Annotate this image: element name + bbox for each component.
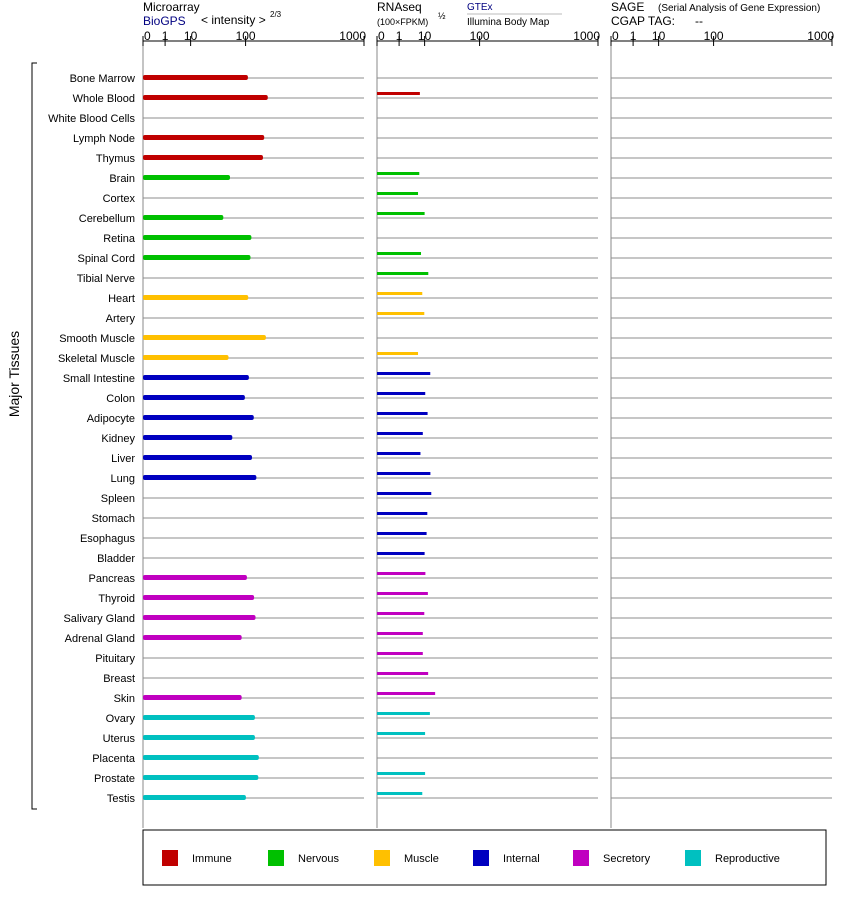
tissue-label: Artery	[105, 313, 135, 325]
rnaseq-bar	[377, 732, 425, 735]
tissue-label: Cortex	[102, 193, 135, 205]
rnaseq-bar	[377, 532, 427, 535]
legend-label: Muscle	[404, 853, 439, 865]
microarray-title: Microarray	[143, 0, 200, 14]
tissue-label: Skeletal Muscle	[57, 353, 135, 365]
rnaseq-tick-label: 100	[469, 29, 490, 43]
microarray-bar	[143, 615, 256, 620]
rnaseq-bar	[377, 352, 418, 355]
tissue-label: Thyroid	[98, 593, 135, 605]
rnaseq-tick-label: 1000	[573, 29, 600, 43]
tissue-label: Liver	[111, 453, 135, 465]
rnaseq-bar	[377, 192, 418, 195]
legend-label: Nervous	[298, 853, 339, 865]
rnaseq-bar	[377, 612, 424, 615]
rnaseq-tick-label: 1	[395, 29, 403, 43]
tissue-label: Heart	[108, 293, 135, 305]
legend-label: Immune	[192, 853, 232, 865]
tissue-label: Small Intestine	[62, 373, 135, 385]
tissue-label: Pituitary	[95, 653, 135, 665]
sage-tick-label: 1000	[807, 29, 834, 43]
tissue-label: Thymus	[95, 153, 135, 165]
microarray-bar	[143, 635, 242, 640]
microarray-bar	[143, 415, 254, 420]
rnaseq-bar	[377, 712, 430, 715]
rnaseq-bar	[377, 472, 430, 475]
microarray-bar	[143, 335, 266, 340]
gtex-link[interactable]: GTEx	[467, 2, 493, 13]
microarray-bar	[143, 375, 249, 380]
microarray-scale-label: < intensity >	[201, 13, 266, 27]
rnaseq-bar	[377, 692, 435, 695]
microarray-bar	[143, 95, 268, 100]
cgap-tag-value: --	[695, 14, 703, 28]
legend-swatch	[162, 850, 178, 866]
rnaseq-bar	[377, 412, 428, 415]
rnaseq-tick-label: 0	[378, 29, 385, 43]
tissue-label: Adipocyte	[86, 413, 135, 425]
tissue-label: Esophagus	[79, 533, 135, 545]
rnaseq-bar	[377, 92, 420, 95]
rnaseq-bar	[377, 492, 431, 495]
tissue-label: Lymph Node	[73, 133, 135, 145]
sage-tick-label: 10	[651, 29, 666, 43]
legend-label: Secretory	[603, 853, 651, 865]
microarray-bar	[143, 155, 263, 160]
legend-label: Internal	[503, 853, 540, 865]
microarray-panel	[143, 29, 366, 828]
microarray-tick-label: 0	[144, 29, 151, 43]
tissue-label: Adrenal Gland	[64, 633, 135, 645]
tissue-label: Skin	[113, 693, 135, 705]
tissue-label: Pancreas	[88, 573, 135, 585]
rnaseq-bar	[377, 572, 425, 575]
sage-tick-label: 100	[703, 29, 724, 43]
tissue-label: Salivary Gland	[63, 613, 135, 625]
tissue-label: Retina	[103, 233, 135, 245]
rnaseq-bar	[377, 792, 422, 795]
rnaseq-bar	[377, 552, 425, 555]
tissue-label: Spinal Cord	[77, 253, 135, 265]
microarray-bar	[143, 455, 252, 460]
tissue-label: Prostate	[94, 773, 135, 785]
rnaseq-bar	[377, 212, 425, 215]
microarray-bar	[143, 755, 259, 760]
tissue-label: Tibial Nerve	[76, 273, 135, 285]
rnaseq-bar	[377, 672, 428, 675]
microarray-bar	[143, 475, 256, 480]
legend-swatch	[685, 850, 701, 866]
rnaseq-bar	[377, 512, 427, 515]
microarray-bar	[143, 255, 250, 260]
rnaseq-bar	[377, 632, 423, 635]
legend-swatch	[268, 850, 284, 866]
rnaseq-title: RNAseq	[377, 0, 422, 14]
cgap-tag-label: CGAP TAG:	[611, 14, 676, 28]
rnaseq-bar	[377, 372, 430, 375]
legend-swatch	[473, 850, 489, 866]
microarray-bar	[143, 395, 245, 400]
tissue-label: Cerebellum	[78, 213, 135, 225]
microarray-bar	[143, 295, 248, 300]
rnaseq-bar	[377, 592, 428, 595]
rnaseq-bar	[377, 172, 419, 175]
sage-tick-label: 1	[629, 29, 637, 43]
microarray-bar	[143, 775, 258, 780]
tissue-label: Bone Marrow	[69, 73, 135, 85]
rnaseq-scale-label: (100×FPKM)	[377, 17, 429, 27]
tissue-label: Spleen	[100, 493, 135, 505]
rnaseq-panel	[377, 29, 600, 828]
tissue-label: Smooth Muscle	[59, 333, 135, 345]
rnaseq-bar	[377, 312, 424, 315]
tissue-label: Stomach	[91, 513, 135, 525]
microarray-bar	[143, 235, 251, 240]
sage-tick-label: 0	[612, 29, 619, 43]
microarray-tick-label: 10	[183, 29, 198, 43]
microarray-tick-label: 1000	[339, 29, 366, 43]
legend-swatch	[374, 850, 390, 866]
major-tissues-label: Major Tissues	[6, 330, 22, 418]
tissue-label: Whole Blood	[72, 93, 135, 105]
tissue-label: Kidney	[101, 433, 135, 445]
microarray-bar	[143, 435, 232, 440]
tissue-label: Brain	[109, 173, 135, 185]
microarray-tick-label: 1	[161, 29, 169, 43]
rnaseq-tick-label: 10	[417, 29, 432, 43]
rnaseq-bar	[377, 772, 425, 775]
microarray-bar	[143, 355, 229, 360]
rnaseq-bar	[377, 652, 423, 655]
rnaseq-scale-exponent: ½	[438, 11, 446, 21]
illumina-body-map-link[interactable]: Illumina Body Map	[467, 17, 550, 28]
rnaseq-bar	[377, 432, 423, 435]
tissue-label: Ovary	[105, 713, 135, 725]
microarray-bar	[143, 715, 255, 720]
microarray-bar	[143, 735, 255, 740]
rnaseq-bar	[377, 272, 428, 275]
tissue-label: Lung	[110, 473, 135, 485]
microarray-bar	[143, 695, 242, 700]
microarray-bar	[143, 795, 246, 800]
microarray-bar	[143, 575, 247, 580]
sage-title: SAGE	[611, 0, 645, 14]
tissue-label: White Blood Cells	[48, 113, 135, 125]
legend-label: Reproductive	[715, 853, 780, 865]
tissue-label: Placenta	[92, 753, 135, 765]
tissue-label: Colon	[106, 393, 135, 405]
microarray-scale-exponent: 2/3	[270, 10, 282, 19]
microarray-bar	[143, 135, 264, 140]
sage-panel	[611, 29, 834, 828]
major-tissues-bracket	[32, 63, 37, 809]
rnaseq-bar	[377, 252, 421, 255]
microarray-bar	[143, 75, 248, 80]
biogps-link[interactable]: BioGPS	[143, 14, 186, 28]
rnaseq-bar	[377, 292, 422, 295]
microarray-bar	[143, 215, 223, 220]
tissue-label: Uterus	[102, 733, 135, 745]
microarray-bar	[143, 175, 230, 180]
tissue-label: Testis	[106, 793, 135, 805]
tissue-label: Bladder	[97, 553, 135, 565]
rnaseq-bar	[377, 392, 425, 395]
legend-swatch	[573, 850, 589, 866]
sage-subtitle: (Serial Analysis of Gene Expression)	[658, 3, 821, 14]
tissue-label: Breast	[103, 673, 135, 685]
microarray-bar	[143, 595, 254, 600]
rnaseq-bar	[377, 452, 420, 455]
microarray-tick-label: 100	[235, 29, 256, 43]
